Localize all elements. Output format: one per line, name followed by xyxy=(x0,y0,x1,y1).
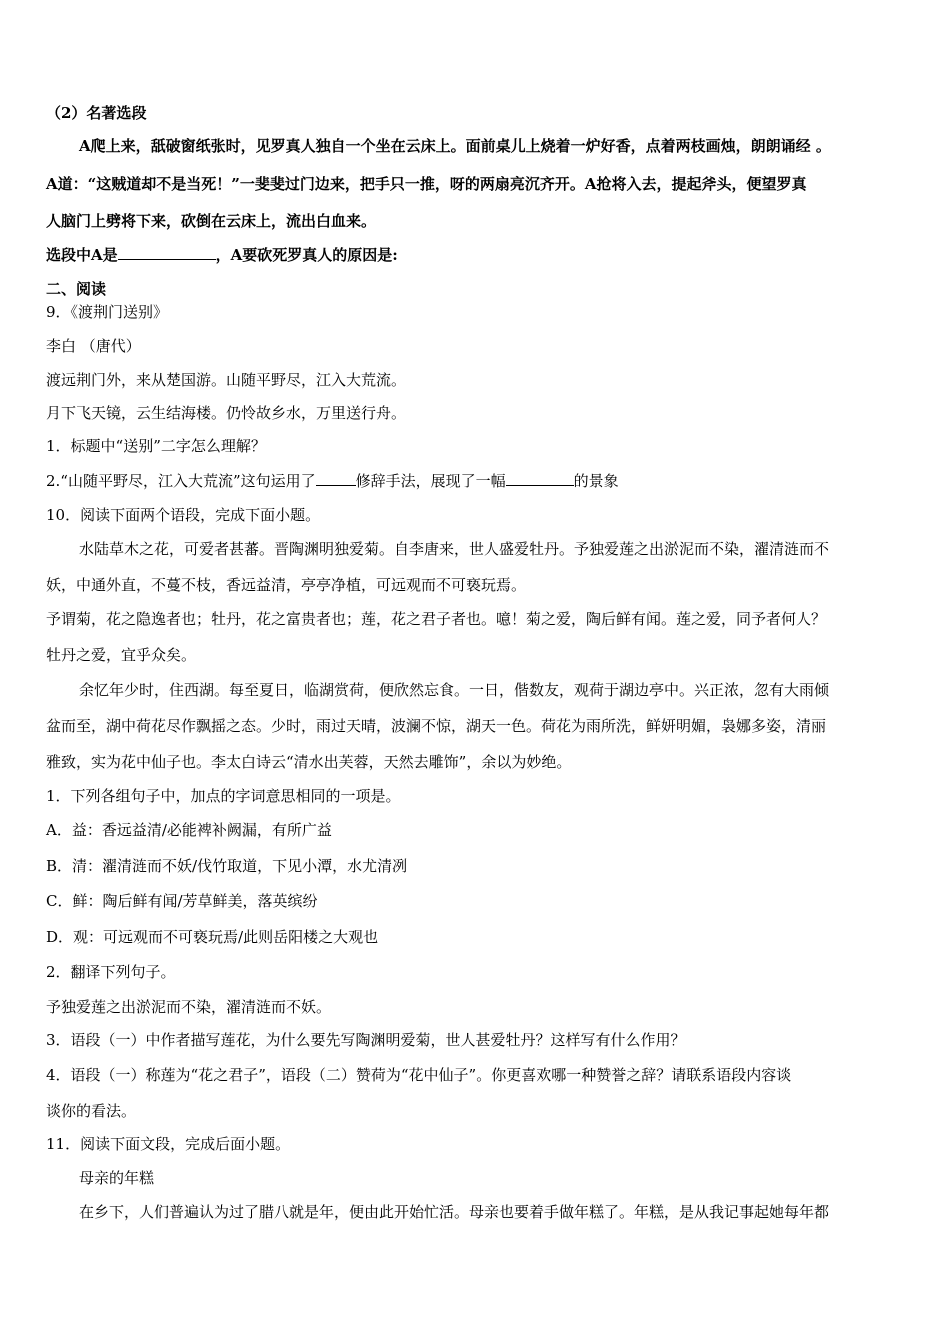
famous-question-text: 选段中A是 xyxy=(46,246,118,264)
famous-passage-line: A道：“这贼道却不是当死！”一斐斐过门边来，把手只一推，呀的两扇亮沉齐开。A抢将入去，提起斧头，便望罗真 xyxy=(46,175,807,193)
option-b: B．清：濯清涟而不妖/伐竹取道，下见小潭，水尤清冽 xyxy=(46,857,408,875)
famous-passage-line: A爬上来，舐破窗纸张时，见罗真人独自一个坐在云床上。面前桌儿上烧着一炉好香，点着两枝画烛，朗朗诵经 。 xyxy=(79,137,831,155)
poem-author: 李白 （唐代） xyxy=(46,337,141,355)
translation-sentence: 予独爱莲之出淤泥而不染，濯清涟而不妖。 xyxy=(46,998,332,1016)
question-text: 2.“山随平野尽，江入大荒流”这句运用了 xyxy=(46,472,316,490)
answer-blank xyxy=(506,470,574,486)
option-a: A．益：香远益清/必能裨补阙漏，有所广益 xyxy=(46,821,332,839)
section-heading-famous-works: （2）名著选段 xyxy=(46,104,147,122)
answer-blank xyxy=(118,244,216,260)
passage-line: 水陆草木之花，可爱者甚蕃。晋陶渊明独爱菊。自李唐来，世人盛爱牡丹。予独爱莲之出淤泥而不染，濯清涟而不 xyxy=(79,540,830,558)
famous-passage-line: 人脑门上劈将下来，砍倒在云床上，流出白血来。 xyxy=(46,212,377,230)
question-10-3: 3．语段（一）中作者描写莲花，为什么要先写陶渊明爱菊，世人甚爱牡丹？这样写有什么作用？ xyxy=(46,1031,686,1049)
famous-question-text: ，A要砍死罗真人的原因是: xyxy=(215,246,398,264)
question-11-title: 11．阅读下面文段，完成后面小题。 xyxy=(46,1135,291,1153)
passage-line: 予谓菊，花之隐逸者也；牡丹，花之富贵者也；莲，花之君子者也。噫！菊之爱，陶后鲜有闻。莲之爱，同予者何人？ xyxy=(46,610,827,628)
passage-line: 雅致，实为花中仙子也。李太白诗云“清水出芙蓉，天然去雕饰”，余以为妙绝。 xyxy=(46,753,572,771)
question-text: 的景象 xyxy=(573,472,619,490)
section-heading-reading: 二、阅读 xyxy=(46,280,107,298)
passage-line: 余忆年少时，住西湖。每至夏日，临湖赏荷，便欣然忘食。一日，偕数友，观荷于湖边亭中。兴正浓，忽有大雨倾 xyxy=(79,681,830,699)
question-10-2: 2．翻译下列句子。 xyxy=(46,963,176,981)
question-10-4: 4．语段（一）称莲为“花之君子”，语段（二）赞荷为“花中仙子”。你更喜欢哪一种赞誉之辞？请联系语段内容谈 xyxy=(46,1066,792,1084)
answer-blank xyxy=(316,470,356,486)
passage-line: 牡丹之爱，宜乎众矣。 xyxy=(46,646,197,664)
question-10-1: 1．下列各组句子中，加点的字词意思相同的一项是。 xyxy=(46,787,401,805)
question-text: 修辞手法，展现了一幅 xyxy=(355,472,506,490)
passage-line: 妖，中通外直，不蔓不枝，香远益清，亭亭净植，可远观而不可亵玩焉。 xyxy=(46,576,527,594)
question-9-1: 1．标题中“送别”二字怎么理解？ xyxy=(46,437,266,455)
option-d: D．观：可远观而不可亵玩焉/此则岳阳楼之大观也 xyxy=(46,928,379,946)
question-9-title: 9．《渡荆门送别》 xyxy=(46,303,169,321)
passage-line: 盆而至，湖中荷花尽作飘摇之态。少时，雨过天晴，波澜不惊，湖天一色。荷花为雨所洗，鲜妍明媚，袅娜多姿，清丽 xyxy=(46,717,827,735)
article-line: 在乡下，人们普遍认为过了腊八就是年，便由此开始忙活。母亲也要着手做年糕了。年糕，是从我记事起她每年都 xyxy=(79,1203,830,1221)
question-9-2 xyxy=(46,470,619,491)
famous-question xyxy=(46,244,398,265)
option-c: C．鲜：陶后鲜有闻/芳草鲜美，落英缤纷 xyxy=(46,892,318,910)
question-10-title: 10．阅读下面两个语段，完成下面小题。 xyxy=(46,506,321,524)
poem-line: 渡远荆门外，来从楚国游。山随平野尽，江入大荒流。 xyxy=(46,371,407,389)
poem-line: 月下飞天镜，云生结海楼。仍怜故乡水，万里送行舟。 xyxy=(46,404,407,422)
question-10-4-cont: 谈你的看法。 xyxy=(46,1102,137,1120)
article-title: 母亲的年糕 xyxy=(79,1169,155,1187)
